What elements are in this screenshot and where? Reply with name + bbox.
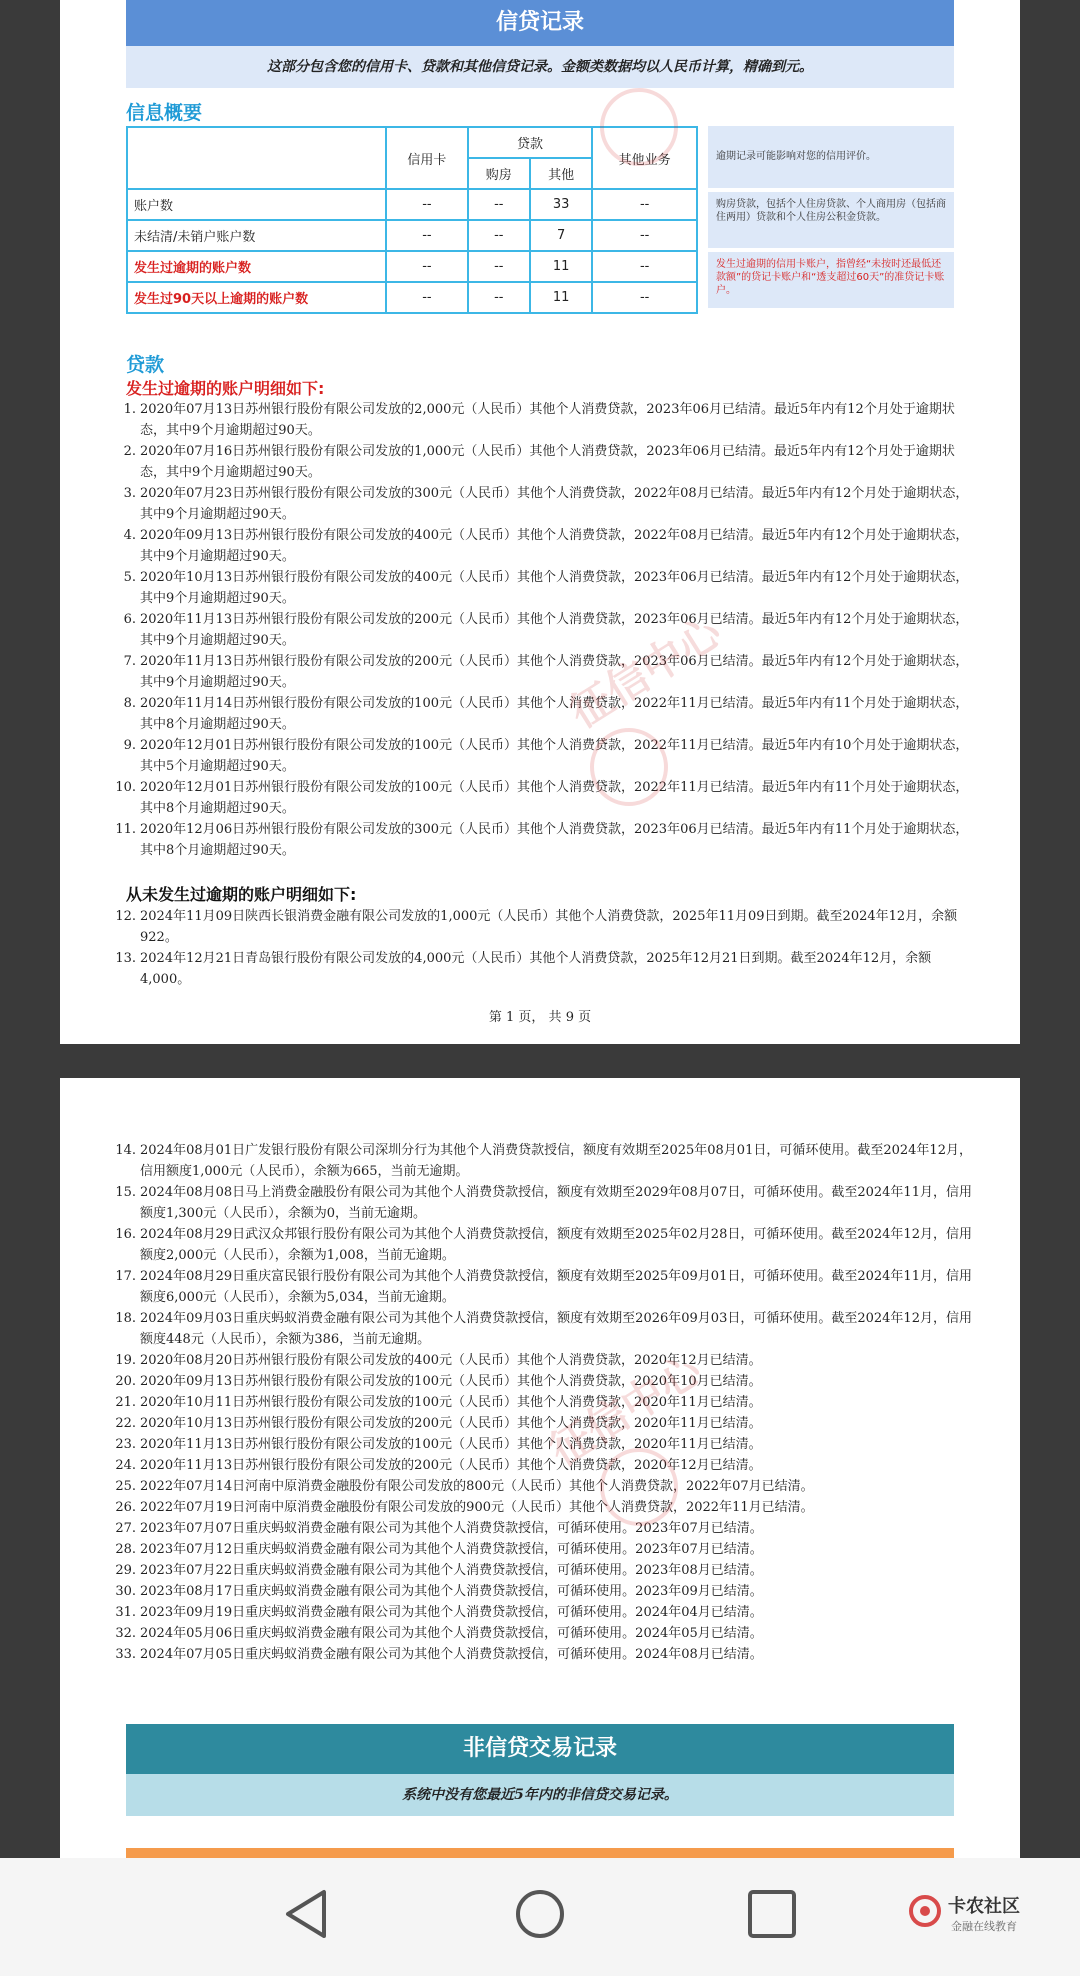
table-row [127, 189, 697, 220]
cell: 11 [530, 251, 592, 282]
item-text: 2020年11月13日苏州银行股份有限公司发放的200元（人民币）其他个人消费贷款，2020年12月已结清。 [140, 1458, 762, 1473]
item-number: 19. [115, 1353, 136, 1368]
list-item [112, 1371, 974, 1392]
cell: -- [592, 220, 697, 251]
item-text: 2020年07月16日苏州银行股份有限公司发放的1,000元（人民币）其他个人消费贷款，2023年06月已结清。最近5年内有12个月处于逾期状态，其中9个月逾期超过90天。 [140, 444, 955, 480]
item-text: 2020年11月13日苏州银行股份有限公司发放的200元（人民币）其他个人消费贷款，2023年06月已结清。最近5年内有12个月处于逾期状态，其中9个月逾期超过90天。 [140, 612, 969, 648]
item-text: 2023年07月12日重庆蚂蚁消费金融有限公司为其他个人消费贷款授信，可循环使用。2023年07月已结清。 [140, 1542, 763, 1557]
col-credit-card: 信用卡 [386, 127, 468, 189]
list-item [112, 906, 974, 948]
col-loan: 贷款 [468, 127, 593, 158]
home-button[interactable] [514, 1888, 566, 1944]
item-text: 2020年10月11日苏州银行股份有限公司发放的100元（人民币）其他个人消费贷款，2020年11月已结清。 [140, 1395, 762, 1410]
item-text: 2024年08月08日马上消费金融股份有限公司为其他个人消费贷款授信，额度有效期至2029年08月07日，可循环使用。截至2024年11月，信用额度1,300元（人民币），余额为0，当前无逾期。 [140, 1185, 972, 1221]
item-text: 2024年11月09日陕西长银消费金融有限公司发放的1,000元（人民币）其他个人消费贷款，2025年11月09日到期。截至2024年12月，余额922。 [140, 909, 958, 945]
item-number: 28. [115, 1542, 136, 1557]
item-text: 2024年08月01日广发银行股份有限公司深圳分行为其他个人消费贷款授信，额度有效期至2025年08月01日，可循环使用。截至2024年12月，信用额度1,000元（人民币），余额为665，当前无逾期。 [140, 1143, 972, 1179]
item-text: 2024年08月29日重庆富民银行股份有限公司为其他个人消费贷款授信，额度有效期至2025年09月01日，可循环使用。截至2024年11月，信用额度6,000元（人民币），余额为5,034，当前无逾期。 [140, 1269, 972, 1305]
note-mortgage: 购房贷款，包括个人住房贷款、个人商用房（包括商住两用）贷款和个人住房公积金贷款。 [708, 192, 954, 248]
item-text: 2023年09月19日重庆蚂蚁消费金融有限公司为其他个人消费贷款授信，可循环使用。2024年04月已结清。 [140, 1605, 763, 1620]
item-text: 2020年11月13日苏州银行股份有限公司发放的200元（人民币）其他个人消费贷款，2023年06月已结清。最近5年内有12个月处于逾期状态，其中9个月逾期超过90天。 [140, 654, 969, 690]
item-number: 6. [123, 612, 136, 627]
item-number: 21. [115, 1395, 136, 1410]
cell: 11 [530, 282, 592, 313]
recents-square-icon [746, 1888, 798, 1940]
item-number: 33. [115, 1647, 136, 1662]
list-item [112, 1455, 974, 1476]
list-item [112, 1476, 974, 1497]
list-item [112, 1518, 974, 1539]
overdue-account-list [112, 399, 974, 861]
item-text: 2020年11月13日苏州银行股份有限公司发放的100元（人民币）其他个人消费贷款，2020年11月已结清。 [140, 1437, 762, 1452]
row-label: 发生过90天以上逾期的账户数 [127, 282, 386, 313]
credit-records-subtitle: 这部分包含您的信用卡、贷款和其他信贷记录。金额类数据均以人民币计算，精确到元。 [126, 46, 954, 88]
item-text: 2024年12月21日青岛银行股份有限公司发放的4,000元（人民币）其他个人消费贷款，2025年12月21日到期。截至2024年12月，余额4,000。 [140, 951, 932, 987]
row-label: 未结清/未销户账户数 [127, 220, 386, 251]
cell: -- [468, 251, 530, 282]
item-number: 9. [123, 738, 136, 753]
list-item [112, 1266, 974, 1308]
list-item [112, 483, 974, 525]
item-text: 2023年07月07日重庆蚂蚁消费金融有限公司为其他个人消费贷款授信，可循环使用。2023年07月已结清。 [140, 1521, 763, 1536]
system-nav-bar [0, 1858, 1080, 1976]
row-label: 发生过逾期的账户数 [127, 251, 386, 282]
cell: -- [468, 220, 530, 251]
recents-button[interactable] [746, 1888, 798, 1944]
list-item [112, 777, 974, 819]
watermark-seal [600, 1448, 678, 1526]
no-overdue-account-list [112, 906, 974, 990]
list-item [112, 819, 974, 861]
cell: -- [386, 189, 468, 220]
list-item [112, 1497, 974, 1518]
table-corner [127, 127, 386, 189]
item-number: 26. [115, 1500, 136, 1515]
item-number: 31. [115, 1605, 136, 1620]
no-overdue-title: 从未发生过逾期的账户明细如下: [126, 885, 357, 904]
note-overdue: 逾期记录可能影响对您的信用评价。 [708, 126, 954, 188]
item-number: 7. [123, 654, 136, 669]
item-number: 3. [123, 486, 136, 501]
item-text: 2023年08月17日重庆蚂蚁消费金融有限公司为其他个人消费贷款授信，可循环使用。2023年09月已结清。 [140, 1584, 763, 1599]
item-text: 2020年08月20日苏州银行股份有限公司发放的400元（人民币）其他个人消费贷款，2020年12月已结清。 [140, 1353, 762, 1368]
list-item [112, 735, 974, 777]
home-circle-icon [514, 1888, 566, 1940]
item-text: 2020年12月01日苏州银行股份有限公司发放的100元（人民币）其他个人消费贷款，2022年11月已结清。最近5年内有10个月处于逾期状态，其中5个月逾期超过90天。 [140, 738, 969, 774]
item-text: 2022年07月14日河南中原消费金融股份有限公司发放的800元（人民币）其他个人消费贷款，2022年07月已结清。 [140, 1479, 814, 1494]
item-text: 2020年10月13日苏州银行股份有限公司发放的400元（人民币）其他个人消费贷款，2023年06月已结清。最近5年内有12个月处于逾期状态，其中9个月逾期超过90天。 [140, 570, 969, 606]
item-number: 5. [123, 570, 136, 585]
report-page-1 [60, 0, 1020, 1044]
item-number: 30. [115, 1584, 136, 1599]
item-number: 8. [123, 696, 136, 711]
col-mortgage: 购房 [468, 158, 530, 189]
item-text: 2020年12月06日苏州银行股份有限公司发放的300元（人民币）其他个人消费贷款，2023年06月已结清。最近5年内有11个月处于逾期状态，其中8个月逾期超过90天。 [140, 822, 969, 858]
cell: -- [386, 251, 468, 282]
cell: -- [592, 251, 697, 282]
item-number: 18. [115, 1311, 136, 1326]
list-item [112, 399, 974, 441]
item-number: 22. [115, 1416, 136, 1431]
list-item [112, 693, 974, 735]
item-number: 14. [115, 1143, 136, 1158]
credit-records-header: 信贷记录 [126, 0, 954, 46]
item-number: 12. [115, 909, 136, 924]
item-text: 2022年07月19日河南中原消费金融股份有限公司发放的900元（人民币）其他个人消费贷款，2022年11月已结清。 [140, 1500, 814, 1515]
cell: -- [592, 189, 697, 220]
watermark-brand [948, 1892, 1020, 1934]
item-number: 23. [115, 1437, 136, 1452]
item-text: 2024年07月05日重庆蚂蚁消费金融有限公司为其他个人消费贷款授信，可循环使用。2024年08月已结清。 [140, 1647, 763, 1662]
watermark-seal [600, 88, 678, 166]
cell: -- [386, 220, 468, 251]
watermark-stamp: 征信中心 [541, 1344, 710, 1476]
item-text: 2020年09月13日苏州银行股份有限公司发放的400元（人民币）其他个人消费贷款，2022年08月已结清。最近5年内有12个月处于逾期状态，其中9个月逾期超过90天。 [140, 528, 969, 564]
list-item [112, 1623, 974, 1644]
cell: -- [592, 282, 697, 313]
cell: -- [468, 282, 530, 313]
page-number: 第 1 页， 共 9 页 [488, 1010, 592, 1025]
table-row [127, 220, 697, 251]
item-number: 27. [115, 1521, 136, 1536]
report-page-2 [60, 1078, 1020, 1858]
item-text: 2020年12月01日苏州银行股份有限公司发放的100元（人民币）其他个人消费贷款，2022年11月已结清。最近5年内有11个月处于逾期状态，其中8个月逾期超过90天。 [140, 780, 969, 816]
note-credit-card: 发生过逾期的信用卡账户，指曾经“未按时还最低还款额”的贷记卡账户和“透支超过60天”的准贷记卡账户。 [708, 252, 954, 308]
list-item [112, 1308, 974, 1350]
account-list-continued [112, 1140, 974, 1665]
cell: 7 [530, 220, 592, 251]
item-number: 32. [115, 1626, 136, 1641]
item-number: 10. [115, 780, 136, 795]
item-number: 2. [123, 444, 136, 459]
list-item [112, 1224, 974, 1266]
item-number: 25. [115, 1479, 136, 1494]
cell: -- [468, 189, 530, 220]
item-text: 2024年05月06日重庆蚂蚁消费金融有限公司为其他个人消费贷款授信，可循环使用。2024年05月已结清。 [140, 1626, 763, 1641]
brand-name: 卡农社区 [948, 1896, 1020, 1917]
list-item [112, 1560, 974, 1581]
list-item [112, 1392, 974, 1413]
list-item [112, 1140, 974, 1182]
item-number: 24. [115, 1458, 136, 1473]
item-text: 2024年08月29日武汉众邦银行股份有限公司为其他个人消费贷款授信，额度有效期至2025年02月28日，可循环使用。截至2024年12月，信用额度2,000元（人民币），余额为1,008，当前无逾期。 [140, 1227, 972, 1263]
item-text: 2020年07月23日苏州银行股份有限公司发放的300元（人民币）其他个人消费贷款，2022年08月已结清。最近5年内有12个月处于逾期状态，其中9个月逾期超过90天。 [140, 486, 969, 522]
back-triangle-icon [282, 1888, 330, 1940]
list-item [112, 609, 974, 651]
item-number: 13. [115, 951, 136, 966]
table-row [127, 251, 697, 282]
orange-divider [126, 1848, 954, 1858]
item-number: 29. [115, 1563, 136, 1578]
item-text: 2020年10月13日苏州银行股份有限公司发放的200元（人民币）其他个人消费贷款，2020年11月已结清。 [140, 1416, 762, 1431]
cell: -- [386, 282, 468, 313]
list-item [112, 567, 974, 609]
list-item [112, 1350, 974, 1371]
list-item [112, 1182, 974, 1224]
list-item [112, 441, 974, 483]
cell: 33 [530, 189, 592, 220]
list-item [112, 525, 974, 567]
item-text: 2020年07月13日苏州银行股份有限公司发放的2,000元（人民币）其他个人消费贷款，2023年06月已结清。最近5年内有12个月处于逾期状态，其中9个月逾期超过90天。 [140, 402, 955, 438]
item-text: 2020年09月13日苏州银行股份有限公司发放的100元（人民币）其他个人消费贷款，2020年10月已结清。 [140, 1374, 762, 1389]
list-item [112, 948, 974, 990]
list-item [112, 651, 974, 693]
brand-logo-icon [908, 1894, 942, 1928]
item-number: 20. [115, 1374, 136, 1389]
watermark-stamp: 征信中心 [561, 606, 730, 738]
back-button[interactable] [282, 1888, 330, 1944]
col-other-loan: 其他 [530, 158, 592, 189]
item-number: 11. [115, 822, 136, 837]
list-item [112, 1602, 974, 1623]
overdue-accounts-title: 发生过逾期的账户明细如下: [126, 379, 325, 398]
list-item [112, 1539, 974, 1560]
col-other-business: 其他业务 [592, 127, 697, 189]
item-text: 2024年09月03日重庆蚂蚁消费金融有限公司为其他个人消费贷款授信，额度有效期至2026年09月03日，可循环使用。截至2024年12月，信用额度448元（人民币），余额为386，当前无逾期。 [140, 1311, 972, 1347]
item-number: 15. [115, 1185, 136, 1200]
non-credit-header: 非信贷交易记录 [126, 1724, 954, 1774]
item-number: 16. [115, 1227, 136, 1242]
item-number: 17. [115, 1269, 136, 1284]
brand-subtitle: 金融在线教育 [951, 1920, 1017, 1933]
item-text: 2020年11月14日苏州银行股份有限公司发放的100元（人民币）其他个人消费贷款，2022年11月已结清。最近5年内有11个月处于逾期状态，其中8个月逾期超过90天。 [140, 696, 969, 732]
non-credit-subtitle: 系统中没有您最近5年内的非信贷交易记录。 [126, 1774, 954, 1816]
item-text: 2023年07月22日重庆蚂蚁消费金融有限公司为其他个人消费贷款授信，可循环使用。2023年08月已结清。 [140, 1563, 763, 1578]
item-number: 4. [123, 528, 136, 543]
loan-title: 贷款 [126, 354, 165, 376]
list-item [112, 1644, 974, 1665]
list-item [112, 1581, 974, 1602]
row-label: 账户数 [127, 189, 386, 220]
watermark-seal [590, 728, 668, 806]
item-number: 1. [123, 402, 136, 417]
table-row [127, 282, 697, 313]
summary-title: 信息概要 [126, 102, 203, 124]
